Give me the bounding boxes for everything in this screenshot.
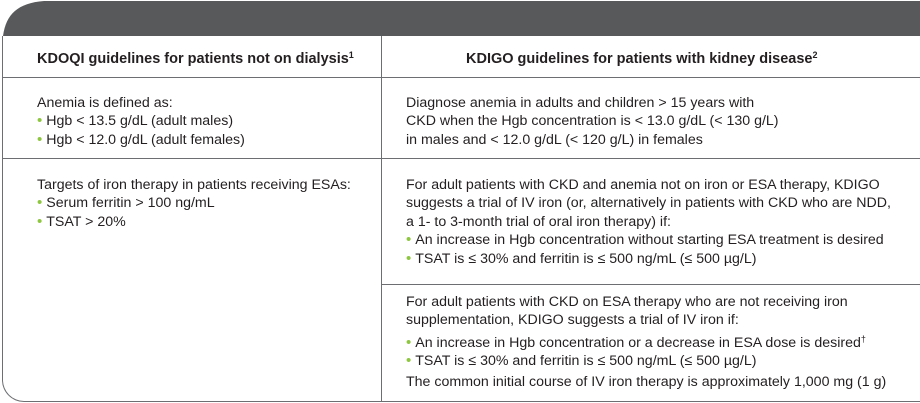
bullet-icon: • (37, 112, 43, 130)
kdigo-header-ref: 2 (812, 50, 818, 60)
kdoqi-header (37, 50, 354, 67)
row-divider (2, 158, 920, 159)
row2-right-block2: For adult patients with CKD on ESA therapy who are not receiving iron supplementation, KDIGO suggests a trial of IV iron if: • An increase in Hgb concentration or a decrease in ESA dose is desired† • TSAT is ≤ 30% and ferritin is ≤ 500 ng/mL (≤ 500 µg/L) The common initial course of IV iron therapy is approximately 1,000 mg (1 g) (406, 294, 887, 390)
bullet-icon: • (406, 352, 412, 370)
bullet-icon: • (406, 231, 412, 249)
iv-iron-course-note: The common initial course of IV iron therapy is approximately 1,000 mg (1 g) (406, 373, 887, 390)
kdigo-header-title: KDIGO guidelines for patients with kidney disease (466, 51, 813, 67)
list-item: • TSAT is ≤ 30% and ferritin is ≤ 500 ng/mL (≤ 500 µg/L) (406, 352, 757, 370)
iron-targets-intro: Targets of iron therapy in patients receiving ESAs: (37, 177, 351, 193)
bullet-icon: • (406, 333, 412, 351)
row2-left-cell (37, 176, 351, 231)
list-item: • An increase in Hgb concentration or a decrease in ESA dose is desired† (406, 333, 866, 351)
bullet-icon: • (37, 130, 43, 148)
list-item: • Serum ferritin > 100 ng/mL (37, 194, 215, 212)
dagger-footnote-mark: † (860, 333, 866, 344)
list-item: • TSAT > 20% (37, 212, 126, 230)
bullet-icon: • (406, 249, 412, 267)
list-item: • Hgb < 12.0 g/dL (adult females) (37, 130, 245, 148)
bullet-icon: • (37, 194, 43, 212)
kdoqi-header-title: KDOQI guidelines for patients not on dialysis (37, 51, 349, 67)
list-item: • Hgb < 13.5 g/dL (adult males) (37, 112, 234, 130)
kdoqi-header-ref: 1 (348, 50, 354, 60)
kdigo-header (466, 50, 817, 67)
subrow-divider (381, 284, 920, 285)
header-divider (2, 77, 920, 78)
column-divider (381, 36, 382, 402)
bullet-icon: • (37, 212, 43, 230)
row1-right-cell: Diagnose anemia in adults and children > 15 years with CKD when the Hgb concentration is < 13.0 g/dL (< 130 g/L) in males and < 12.0 g/dL (< 120 g/L) in females (406, 95, 779, 148)
list-item: • TSAT is ≤ 30% and ferritin is ≤ 500 ng/mL (≤ 500 µg/L) (406, 249, 757, 267)
list-item: • An increase in Hgb concentration without starting ESA treatment is desired (406, 231, 884, 249)
row2-right-block1: For adult patients with CKD and anemia not on iron or ESA therapy, KDIGO suggests a trial of IV iron (or, alternatively in patients with CKD who are NDD, a 1- to 3-month trial of oral iron therapy) if: • An increase in Hgb concentration without starting ESA treatment is desired • TSAT is ≤ 30% and ferritin is ≤ 500 ng/mL (≤ 500 µg/L) (406, 177, 891, 267)
anemia-definition-intro: Anemia is defined as: (37, 95, 173, 111)
row1-left-cell (37, 94, 245, 149)
